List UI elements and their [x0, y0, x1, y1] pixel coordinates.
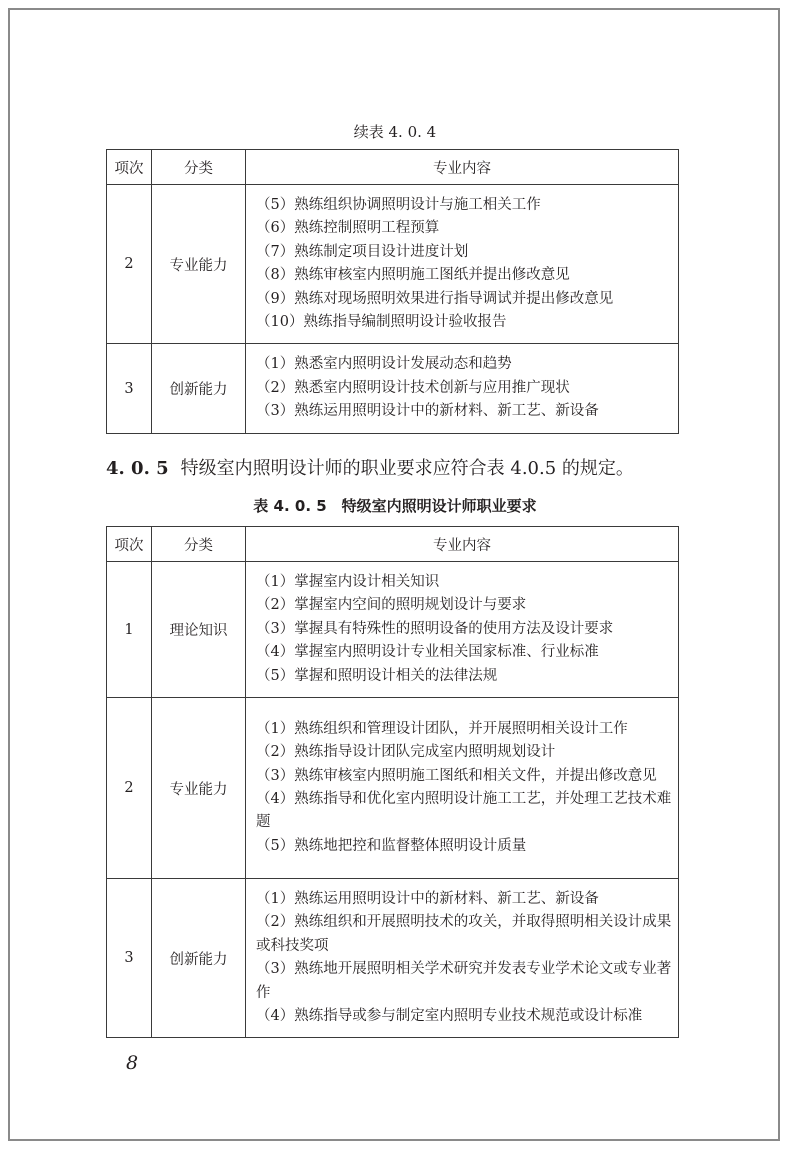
content-item: （4）熟练指导或参与制定室内照明专业技术规范或设计标准: [256, 1008, 643, 1025]
row-index: 2: [107, 698, 152, 879]
content-item: （1）熟练组织和管理设计团队，并开展照明相关设计工作: [256, 720, 628, 737]
table-header-row: [107, 150, 679, 185]
content-item: （3）熟练运用照明设计中的新材料、新工艺、新设备: [256, 403, 599, 420]
content-item: （7）熟练制定项目设计进度计划: [256, 243, 469, 260]
row-category: 专业能力: [152, 185, 246, 344]
row-content: [246, 344, 679, 433]
row-category: 专业能力: [152, 698, 246, 879]
page-number: 8: [126, 1052, 139, 1074]
header-content: 专业内容: [246, 150, 679, 185]
content-item: （10）熟练指导编制照明设计验收报告: [256, 314, 507, 331]
content-item: （3）掌握具有特殊性的照明设备的使用方法及设计要求: [256, 620, 614, 637]
clause-number: 4. 0. 5: [106, 458, 169, 479]
content-item: （2）掌握室内空间的照明规划设计与要求: [256, 597, 527, 614]
content-item: （8）熟练审核室内照明施工图纸并提出修改意见: [256, 267, 570, 284]
table-4-0-5-caption: 表 4. 0. 5 特级室内照明设计师职业要求: [253, 497, 537, 515]
table-header-row: [107, 527, 679, 562]
content-item: （3）熟练地开展照明相关学术研究并发表专业学术论文或专业著作: [256, 961, 672, 1001]
clause-text: 特级室内照明设计师的职业要求应符合表 4.0.5 的规定。: [180, 458, 634, 479]
content-item: （5）熟练组织协调照明设计与施工相关工作: [256, 197, 541, 213]
row-content: [246, 562, 679, 698]
row-content: [246, 879, 679, 1038]
row-category: 理论知识: [152, 562, 246, 698]
table-row: [107, 698, 679, 879]
content-item: （1）掌握室内设计相关知识: [256, 574, 440, 590]
row-index: 2: [107, 185, 152, 344]
content-item: （5）熟练地把控和监督整体照明设计质量: [256, 837, 527, 854]
content-item: （9）熟练对现场照明效果进行指导调试并提出修改意见: [256, 290, 614, 307]
content-item: （4）掌握室内照明设计专业相关国家标准、行业标准: [256, 644, 599, 661]
table-row: [107, 344, 679, 433]
content-item: （1）熟练运用照明设计中的新材料、新工艺、新设备: [256, 891, 599, 908]
clause-4-0-5: [106, 454, 634, 484]
table-row: [107, 562, 679, 698]
content-item: （4）熟练指导和优化室内照明设计施工工艺，并处理工艺技术难题: [256, 791, 672, 831]
row-index: 1: [107, 562, 152, 698]
table-4-0-5: [106, 526, 679, 1038]
content-item: （2）熟练指导设计团队完成室内照明规划设计: [256, 744, 556, 761]
row-index: 3: [107, 344, 152, 433]
content-item: （2）熟练组织和开展照明技术的攻关，并取得照明相关设计成果或科技奖项: [256, 914, 672, 954]
content-item: （3）熟练审核室内照明施工图纸和相关文件，并提出修改意见: [256, 767, 657, 784]
row-category: 创新能力: [152, 879, 246, 1038]
table-row: [107, 185, 679, 344]
header-index: 项次: [107, 150, 152, 185]
content-item: （1）熟悉室内照明设计发展动态和趋势: [256, 356, 512, 373]
row-index: 3: [107, 879, 152, 1038]
row-content: [246, 185, 679, 344]
table-4-0-4-continued: [106, 149, 679, 434]
header-index: 项次: [107, 527, 152, 562]
content-item: （2）熟悉室内照明设计技术创新与应用推广现状: [256, 379, 570, 396]
row-category: 创新能力: [152, 344, 246, 433]
header-category: 分类: [152, 527, 246, 562]
header-category: 分类: [152, 150, 246, 185]
row-content: [246, 698, 679, 879]
continued-table-caption: 续表 4. 0. 4: [353, 123, 437, 141]
header-content: 专业内容: [246, 527, 679, 562]
table-row: [107, 879, 679, 1038]
content-item: （6）熟练控制照明工程预算: [256, 220, 440, 237]
content-item: （5）掌握和照明设计相关的法律法规: [256, 667, 498, 684]
